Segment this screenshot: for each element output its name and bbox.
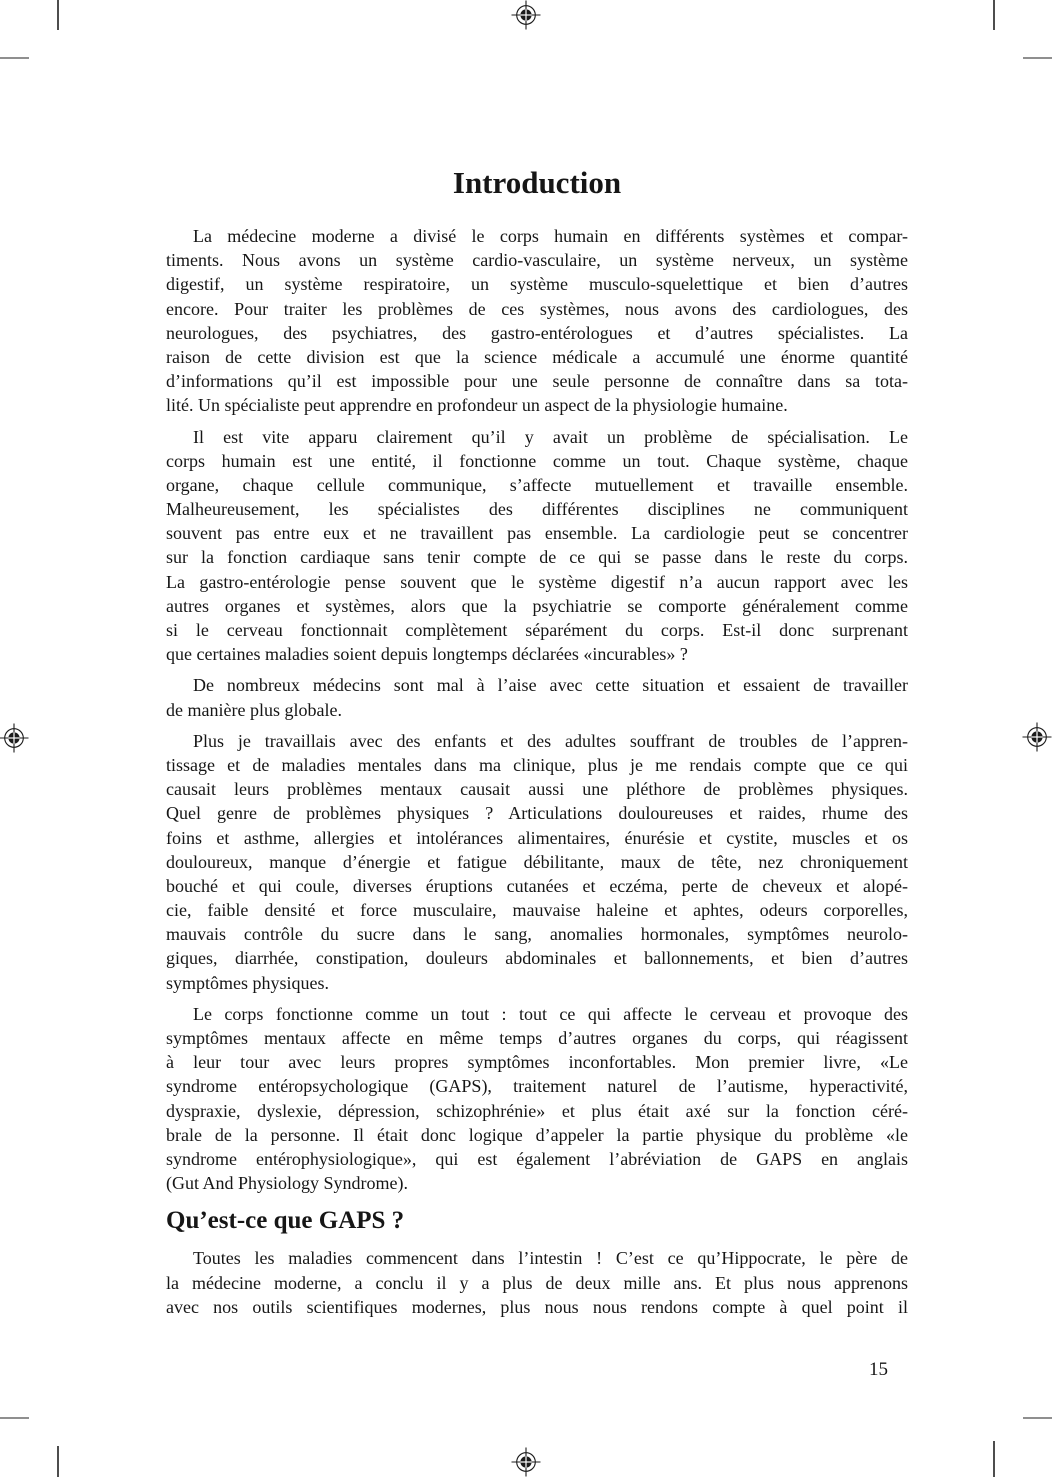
- body-line: souvent pas entre eux et ne travaillent pas ensemble. La cardiologie peut se concentrer: [166, 523, 908, 544]
- body-line: neurologues, des psychiatres, des gastro-entérologues et d’autres spécialistes. La: [166, 322, 908, 343]
- body-line: brale de la personne. Il était donc logique d’appeler la partie physique du problème «le: [166, 1124, 908, 1145]
- body-line: mauvais contrôle du sucre dans le sang, anomalies hormonales, symptômes neurolo-: [166, 924, 908, 945]
- body-line: Le corps fonctionne comme un tout : tout ce qui affecte le cerveau et provoque des: [193, 1003, 908, 1024]
- body-line: Toutes les maladies commencent dans l’intestin ! C’est ce qu’Hippocrate, le père de: [193, 1248, 908, 1269]
- body-line: La médecine moderne a divisé le corps humain en différents systèmes et compar-: [193, 226, 908, 246]
- body-line: de manière plus globale.: [166, 699, 342, 720]
- page-title: Introduction: [452, 165, 622, 200]
- paragraph: [166, 1002, 908, 1196]
- body-line: douloureux, manque d’énergie et fatigue débilitante, maux de tête, nez chroniquement: [166, 851, 908, 872]
- body-line: La gastro-entérologie pense souvent que le système digestif n’a aucun rapport avec les: [166, 571, 908, 592]
- body-line: si le cerveau fonctionnait complètement séparément du corps. Est-il donc surprenant: [166, 620, 908, 640]
- registration-mark-top-icon: [510, 0, 542, 31]
- body-line: cie, faible densité et force musculaire, mauvaise haleine et aphtes, odeurs corporelles,: [166, 900, 908, 921]
- body-line: giques, diarrhée, constipation, douleurs abdominales et ballonnements, et bien d’autres: [166, 948, 908, 969]
- crop-mark-bottom-right-horizontal: [1023, 1417, 1052, 1419]
- body-line: Plus je travaillais avec des enfants et des adultes souffrant de troubles de l’appren-: [193, 730, 908, 751]
- body-line: lité. Un spécialiste peut apprendre en profondeur un aspect de la physiologie humaine.: [166, 395, 788, 416]
- body-line: (Gut And Physiology Syndrome).: [166, 1173, 409, 1194]
- crop-mark-top-left-vertical: [57, 0, 59, 30]
- body-line: encore. Pour traiter les problèmes de ces systèmes, nous avons des cardiologues, des: [166, 298, 908, 319]
- crop-mark-top-left-horizontal: [0, 57, 29, 59]
- body-line: d’informations qu’il est impossible pour une seule personne de connaître dans sa tota-: [166, 371, 908, 392]
- body-line: bouché et qui coule, diverses éruptions cutanées et eczéma, perte de cheveux et alopé-: [166, 875, 908, 896]
- body-line: timents. Nous avons un système cardio-vasculaire, un système nerveux, un système: [166, 250, 908, 271]
- body-line: autres organes et systèmes, alors que la psychiatrie se comporte généralement comme: [166, 595, 908, 616]
- registration-mark-right-icon: [1021, 721, 1052, 753]
- crop-mark-top-right-vertical: [993, 0, 995, 30]
- crop-mark-bottom-left-horizontal: [0, 1417, 29, 1419]
- page-number: 15: [869, 1359, 888, 1380]
- body-line: syndrome entérophysiologique», qui est également l’abréviation de GAPS en anglais: [166, 1148, 908, 1169]
- body-line: Il est vite apparu clairement qu’il y avait un problème de spécialisation. Le: [193, 426, 908, 447]
- section-heading: Qu’est-ce que GAPS ?: [166, 1207, 405, 1235]
- body-line: la médecine moderne, a conclu il y a plus de deux mille ans. Et plus nous apprenons: [166, 1272, 908, 1293]
- registration-mark-bottom-icon: [510, 1446, 542, 1478]
- body-line: que certaines maladies soient depuis longtemps déclarées «incurables» ?: [166, 644, 688, 665]
- body-line: Quel genre de problèmes physiques ? Articulations douloureuses et raides, rhume des: [166, 803, 908, 824]
- crop-mark-top-right-horizontal: [1023, 57, 1052, 59]
- registration-mark-left-icon: [0, 722, 30, 754]
- crop-mark-bottom-left-vertical: [57, 1446, 59, 1477]
- body-line: corps humain est une entité, il fonctionne comme un tout. Chaque système, chaque: [166, 450, 908, 471]
- body-line: Malheureusement, les spécialistes des différentes disciplines ne communiquent: [166, 499, 908, 520]
- paragraph: [166, 673, 908, 721]
- body-line: causait leurs problèmes mentaux causait aussi une pléthore de problèmes physiques.: [166, 779, 908, 800]
- paragraph: [166, 1246, 908, 1319]
- body-line: avec nos outils scientifiques modernes, plus nous nous rendons compte à quel point il: [166, 1296, 908, 1317]
- paragraph: [166, 224, 908, 418]
- body-line: sur la fonction cardiaque sans tenir compte de ce qui se passe dans le reste du corps.: [166, 547, 908, 568]
- body-line: foins et asthme, allergies et intolérances alimentaires, énurésie et cystite, muscles et os: [166, 827, 908, 848]
- body-line: symptômes physiques.: [166, 972, 330, 993]
- body-line: digestif, un système respiratoire, un système musculo-squelettique et bien d’autres: [166, 274, 908, 295]
- body-line: à leur tour avec leurs propres symptômes inconfortables. Mon premier livre, «Le: [166, 1052, 908, 1073]
- body-line: syndrome entéropsychologique (GAPS), traitement naturel de l’autisme, hyperactivité,: [166, 1076, 908, 1097]
- body-line: raison de cette division est que la science médicale a accumulé une énorme quantité: [166, 346, 908, 367]
- body-line: tissage et de maladies mentales dans ma clinique, plus je me rendais compte que ce qui: [166, 754, 908, 775]
- body-line: organe, chaque cellule communique, s’affecte mutuellement et travaille ensemble.: [166, 474, 908, 495]
- body-line: dyspraxie, dyslexie, dépression, schizophrénie» et plus était axé sur la fonction céré-: [166, 1100, 908, 1121]
- paragraph: [166, 425, 908, 667]
- body-line: symptômes mentaux affecte en même temps d’autres organes du corps, qui réagissent: [166, 1028, 908, 1048]
- crop-mark-bottom-right-vertical: [993, 1441, 995, 1477]
- body-line: De nombreux médecins sont mal à l’aise avec cette situation et essaient de travailler: [193, 675, 908, 696]
- paragraph: [166, 729, 908, 995]
- body-content: [166, 224, 908, 1326]
